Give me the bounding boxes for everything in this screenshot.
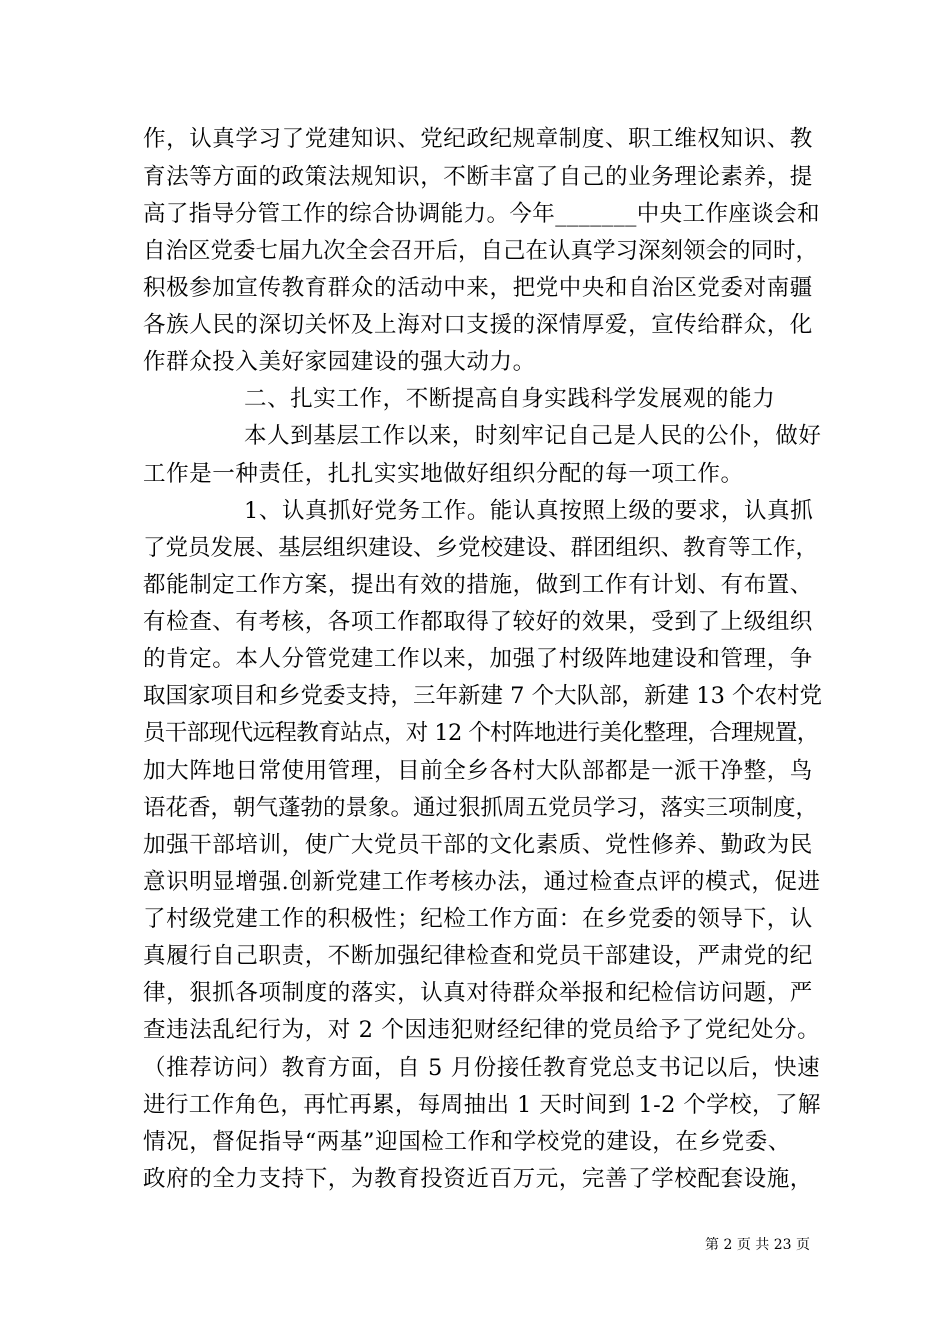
text-line: （推荐访问）教育方面，自 5 月份接任教育党总支书记以后，快速 (143, 1055, 821, 1081)
text-line: 各族人民的深切关怀及上海对口支援的深情厚爱，宣传给群众，化 (143, 312, 813, 338)
text-line: 取国家项目和乡党委支持，三年新建 7 个大队部，新建 13 个农村党 (143, 683, 823, 709)
text-line: 进行工作角色，再忙再累，每周抽出 1 天时间到 1-2 个学校，了解 (143, 1092, 821, 1118)
text-line: 了党员发展、基层组织建设、乡党校建设、群团组织、教育等工作， (143, 535, 819, 561)
page-number-footer: 第 2 页 共 23 页 (705, 1237, 810, 1253)
text-line: 员干部现代远程教育站点，对 12 个村阵地进行美化整理，合理规置， (143, 720, 819, 746)
text-line: 加大阵地日常使用管理，目前全乡各村大队部都是一派干净整，鸟 (143, 758, 813, 784)
text-line: 自治区党委七届九次全会召开后，自己在认真学习深刻领会的同时， (143, 238, 819, 264)
text-line: 语花香，朝气蓬勃的景象。通过狠抓周五党员学习，落实三项制度， (143, 795, 819, 821)
text-line: 真履行自己职责，不断加强纪律检查和党员干部建设，严肃党的纪 (143, 943, 813, 969)
text-line: 都能制定工作方案，提出有效的措施，做到工作有计划、有布置、 (143, 572, 813, 598)
text-line: 的肯定。本人分管党建工作以来，加强了村级阵地建设和管理，争 (143, 646, 813, 672)
text-line: 政府的全力支持下，为教育投资近百万元，完善了学校配套设施， (143, 1166, 813, 1192)
text-line: 作群众投入美好家园建设的强大动力。 (143, 349, 536, 375)
text-line: 加强干部培训，使广大党员干部的文化素质、党性修养、勤政为民 (143, 832, 813, 858)
text-line: 情况，督促指导“两基”迎国检工作和学校党的建设，在乡党委、 (143, 1129, 791, 1155)
section-heading: 二、扎实工作，不断提高自身实践科学发展观的能力 (244, 386, 776, 412)
text-line: 查违法乱纪行为，对 2 个因违犯财经纪律的党员给予了党纪处分。 (143, 1017, 821, 1043)
text-line: 积极参加宣传教育群众的活动中来，把党中央和自治区党委对南疆 (143, 275, 813, 301)
text-line: 有检查、有考核，各项工作都取得了较好的效果，受到了上级组织 (143, 609, 813, 635)
paragraph-first-line: 1、认真抓好党务工作。能认真按照上级的要求，认真抓 (244, 498, 814, 524)
text-line: 律，狠抓各项制度的落实，认真对待群众举报和纪检信访问题，严 (143, 980, 813, 1006)
text-line: 了村级党建工作的积极性；纪检工作方面：在乡党委的领导下，认 (143, 906, 813, 932)
paragraph-first-line: 本人到基层工作以来，时刻牢记自己是人民的公仆，做好 (244, 423, 822, 449)
text-line: 高了指导分管工作的综合协调能力。今年_______中央工作座谈会和 (143, 201, 820, 227)
text-line: 意识明显增强.创新党建工作考核办法，通过检查点评的模式，促进 (143, 869, 821, 895)
text-line: 育法等方面的政策法规知识，不断丰富了自己的业务理论素养，提 (143, 164, 813, 190)
text-line: 作，认真学习了党建知识、党纪政纪规章制度、职工维权知识、教 (143, 126, 813, 152)
text-line: 工作是一种责任，扎扎实实地做好组织分配的每一项工作。 (143, 461, 744, 487)
